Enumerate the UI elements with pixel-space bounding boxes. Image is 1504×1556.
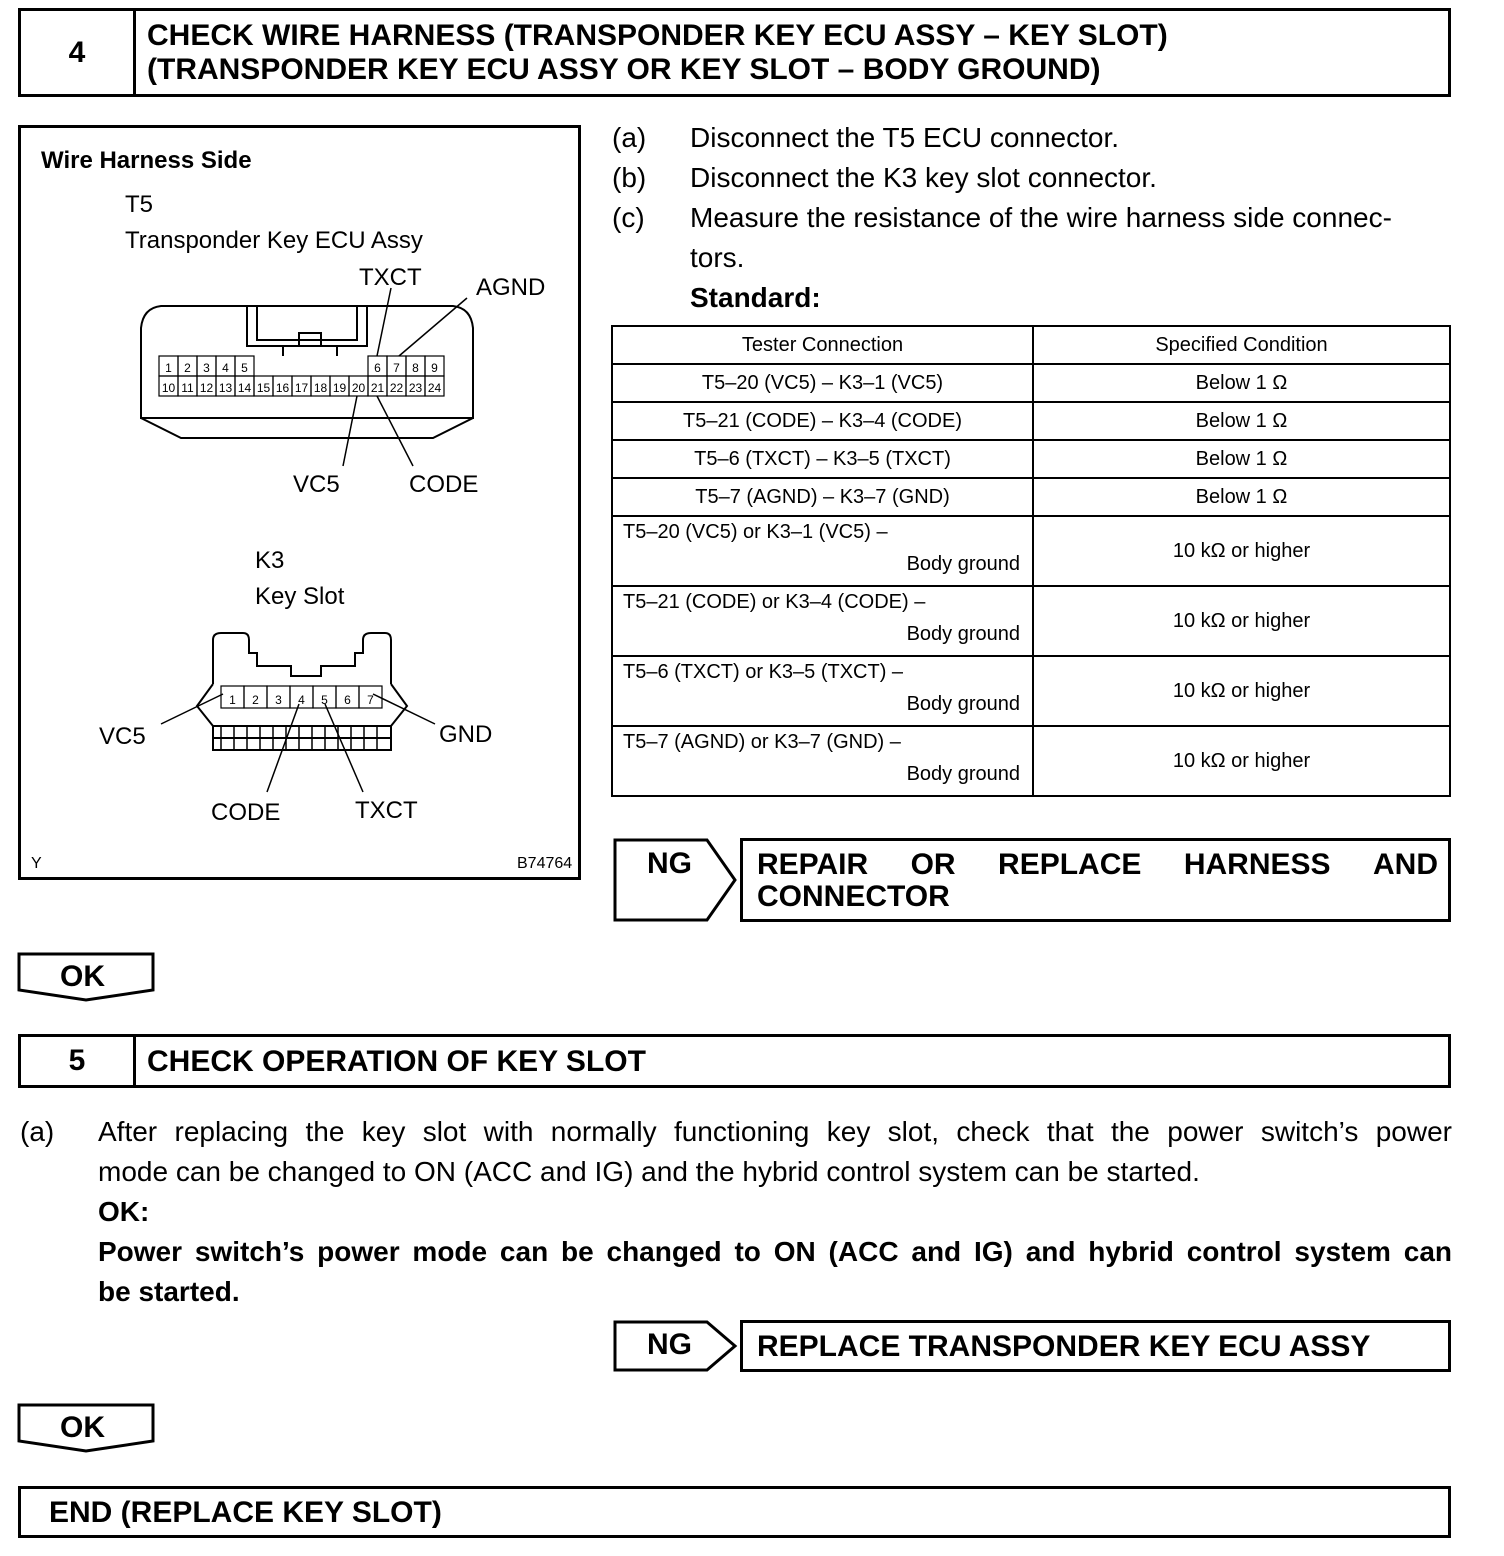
diagram-heading: Wire Harness Side [41,147,252,174]
instr-b-text: Disconnect the K3 key slot connector. [690,162,1157,193]
connection-line2: Body ground [906,553,1020,575]
table-cell-condition: 10 kΩ or higher [1033,656,1450,726]
k3-leaders [161,694,435,792]
t5-pin: 12 [199,381,214,395]
table-cell-condition: 10 kΩ or higher [1033,586,1450,656]
table-row [612,656,1450,726]
table-cell-connection [612,586,1033,656]
k3-name: Key Slot [255,583,345,610]
instr-a-text: Disconnect the T5 ECU connector. [690,122,1120,153]
t5-pin: 3 [203,361,210,375]
ok-label-2: OK [60,1411,105,1444]
step5-item-label: (a) [20,1116,55,1147]
step4-number: 4 [21,11,136,94]
t5-pin: 24 [427,381,442,395]
k3-code: K3 [255,547,285,574]
t5-label-code: CODE [409,471,479,498]
table-header-connection: Tester Connection [612,326,1033,364]
table-cell-connection [612,516,1033,586]
k3-pin: 6 [344,693,351,707]
t5-pin-grid [159,356,444,396]
t5-pin: 11 [181,381,194,395]
t5-pin: 17 [294,381,309,395]
t5-leaders [343,288,467,466]
connection-line1: T5–20 (VC5) or K3–1 (VC5) – [623,521,888,543]
t5-pin: 4 [222,361,229,375]
diagram-corner-y: Y [31,855,42,872]
table-cell-condition: Below 1 Ω [1033,478,1450,516]
table-row [612,726,1450,796]
t5-label-agnd: AGND [476,274,546,301]
wire-harness-diagram [18,125,581,880]
connection-line2: Body ground [906,763,1020,785]
step5-ok-line2: be started. [98,1276,240,1307]
t5-pin: 9 [431,361,438,375]
k3-connector [197,633,407,750]
t5-pin: 20 [351,381,366,395]
table-cell-connection: T5–20 (VC5) – K3–1 (VC5) [612,364,1033,402]
connection-line1: T5–7 (AGND) or K3–7 (GND) – [623,731,901,753]
end-box [18,1486,1451,1538]
k3-label-vc5: VC5 [99,723,146,750]
connector-diagram-svg [21,128,578,877]
table-cell-condition: Below 1 Ω [1033,364,1450,402]
k3-pin: 4 [298,693,305,707]
instr-c-text: Measure the resistance of the wire harness side connec- [690,202,1392,233]
table-cell-condition: 10 kΩ or higher [1033,516,1450,586]
table-cell-connection [612,726,1033,796]
step5-line1: After replacing the key slot with normally functioning key slot, check that the power switch’s power [98,1116,1452,1147]
k3-pin: 7 [367,693,374,707]
step5-header [18,1034,1451,1088]
table-row [612,440,1450,478]
figure-id: B74764 [517,855,573,872]
step5-ok-label: OK: [98,1196,150,1227]
step5-line2: mode can be changed to ON (ACC and IG) and the hybrid control system can be started. [98,1156,1200,1187]
step5-number: 5 [21,1037,136,1085]
ng-label-2: NG [647,1328,692,1361]
t5-pin: 7 [393,361,400,375]
table-cell-connection: T5–21 (CODE) – K3–4 (CODE) [612,402,1033,440]
t5-pin: 2 [184,361,191,375]
k3-pin: 5 [321,693,328,707]
step5-body [20,1112,1460,1312]
k3-label-code: CODE [211,799,281,826]
connection-line2: Body ground [906,623,1020,645]
k3-pin: 2 [252,693,259,707]
step4-title-line1: CHECK WIRE HARNESS (TRANSPONDER KEY ECU ASSY – KEY SLOT) [147,19,1168,52]
connection-line2: Body ground [906,693,1020,715]
k3-pin: 1 [229,693,236,707]
t5-pin: 23 [408,381,423,395]
k3-label-gnd: GND [439,721,493,748]
table-cell-connection: T5–7 (AGND) – K3–7 (GND) [612,478,1033,516]
end-text: END (REPLACE KEY SLOT) [49,1496,442,1529]
t5-pin: 5 [241,361,248,375]
t5-name: Transponder Key ECU Assy [125,227,423,254]
t5-pin: 14 [237,381,252,395]
table-row [612,364,1450,402]
table-cell-connection [612,656,1033,726]
t5-pin: 18 [313,381,328,395]
table-cell-connection: T5–6 (TXCT) – K3–5 (TXCT) [612,440,1033,478]
ng-result-1-word: HARNESS [1183,848,1331,881]
k3-pin-row [221,686,382,708]
ng-result-1-word: AND [1373,848,1438,881]
step4-instructions [612,118,1462,318]
table-row [612,516,1450,586]
ng-result-2 [740,1320,1451,1372]
t5-pin: 8 [412,361,419,375]
table-cell-condition: Below 1 Ω [1033,440,1450,478]
t5-pin: 1 [165,361,172,375]
ng-result-1-word: REPAIR [757,848,869,881]
table-cell-condition: 10 kΩ or higher [1033,726,1450,796]
table-row [612,478,1450,516]
t5-pin: 21 [370,381,385,395]
t5-pin: 19 [332,381,347,395]
t5-pin: 10 [161,381,176,395]
k3-label-txct: TXCT [355,797,418,824]
t5-code: T5 [125,191,154,218]
ng-result-2-text: REPLACE TRANSPONDER KEY ECU ASSY [757,1330,1371,1363]
instr-c-text2: tors. [690,242,745,273]
ng-label-1: NG [647,847,692,880]
instr-b-label: (b) [612,162,647,193]
t5-pin: 22 [389,381,404,395]
ok-label-1: OK [60,960,105,993]
step5-title: CHECK OPERATION OF KEY SLOT [147,1045,646,1078]
instr-c-label: (c) [612,202,645,233]
ng-result-1-word: REPLACE [998,848,1142,881]
table-cell-condition: Below 1 Ω [1033,402,1450,440]
ng-result-1-word: OR [910,848,956,881]
connection-line1: T5–6 (TXCT) or K3–5 (TXCT) – [623,661,904,683]
table-row [612,402,1450,440]
instr-a-label: (a) [612,122,647,153]
t5-label-vc5: VC5 [293,471,340,498]
t5-label-txct: TXCT [359,264,422,291]
ng-result-1-line2: CONNECTOR [757,880,950,913]
step4-title-line2: (TRANSPONDER KEY ECU ASSY OR KEY SLOT – BODY GROUND) [147,53,1101,86]
table-header-condition: Specified Condition [1033,326,1450,364]
t5-pin: 16 [275,381,290,395]
step5-ok-line1: Power switch’s power mode can be changed to ON (ACC and IG) and hybrid control system can [98,1236,1452,1267]
t5-pin: 15 [256,381,271,395]
table-row [612,586,1450,656]
standard-label: Standard: [690,282,821,313]
ng-result-1 [740,838,1451,922]
t5-pin: 13 [218,381,233,395]
spec-table [611,325,1451,797]
k3-pin: 3 [275,693,282,707]
table-header-row [612,326,1450,364]
t5-pin: 6 [374,361,381,375]
connection-line1: T5–21 (CODE) or K3–4 (CODE) – [623,591,926,613]
step4-header [18,8,1451,97]
